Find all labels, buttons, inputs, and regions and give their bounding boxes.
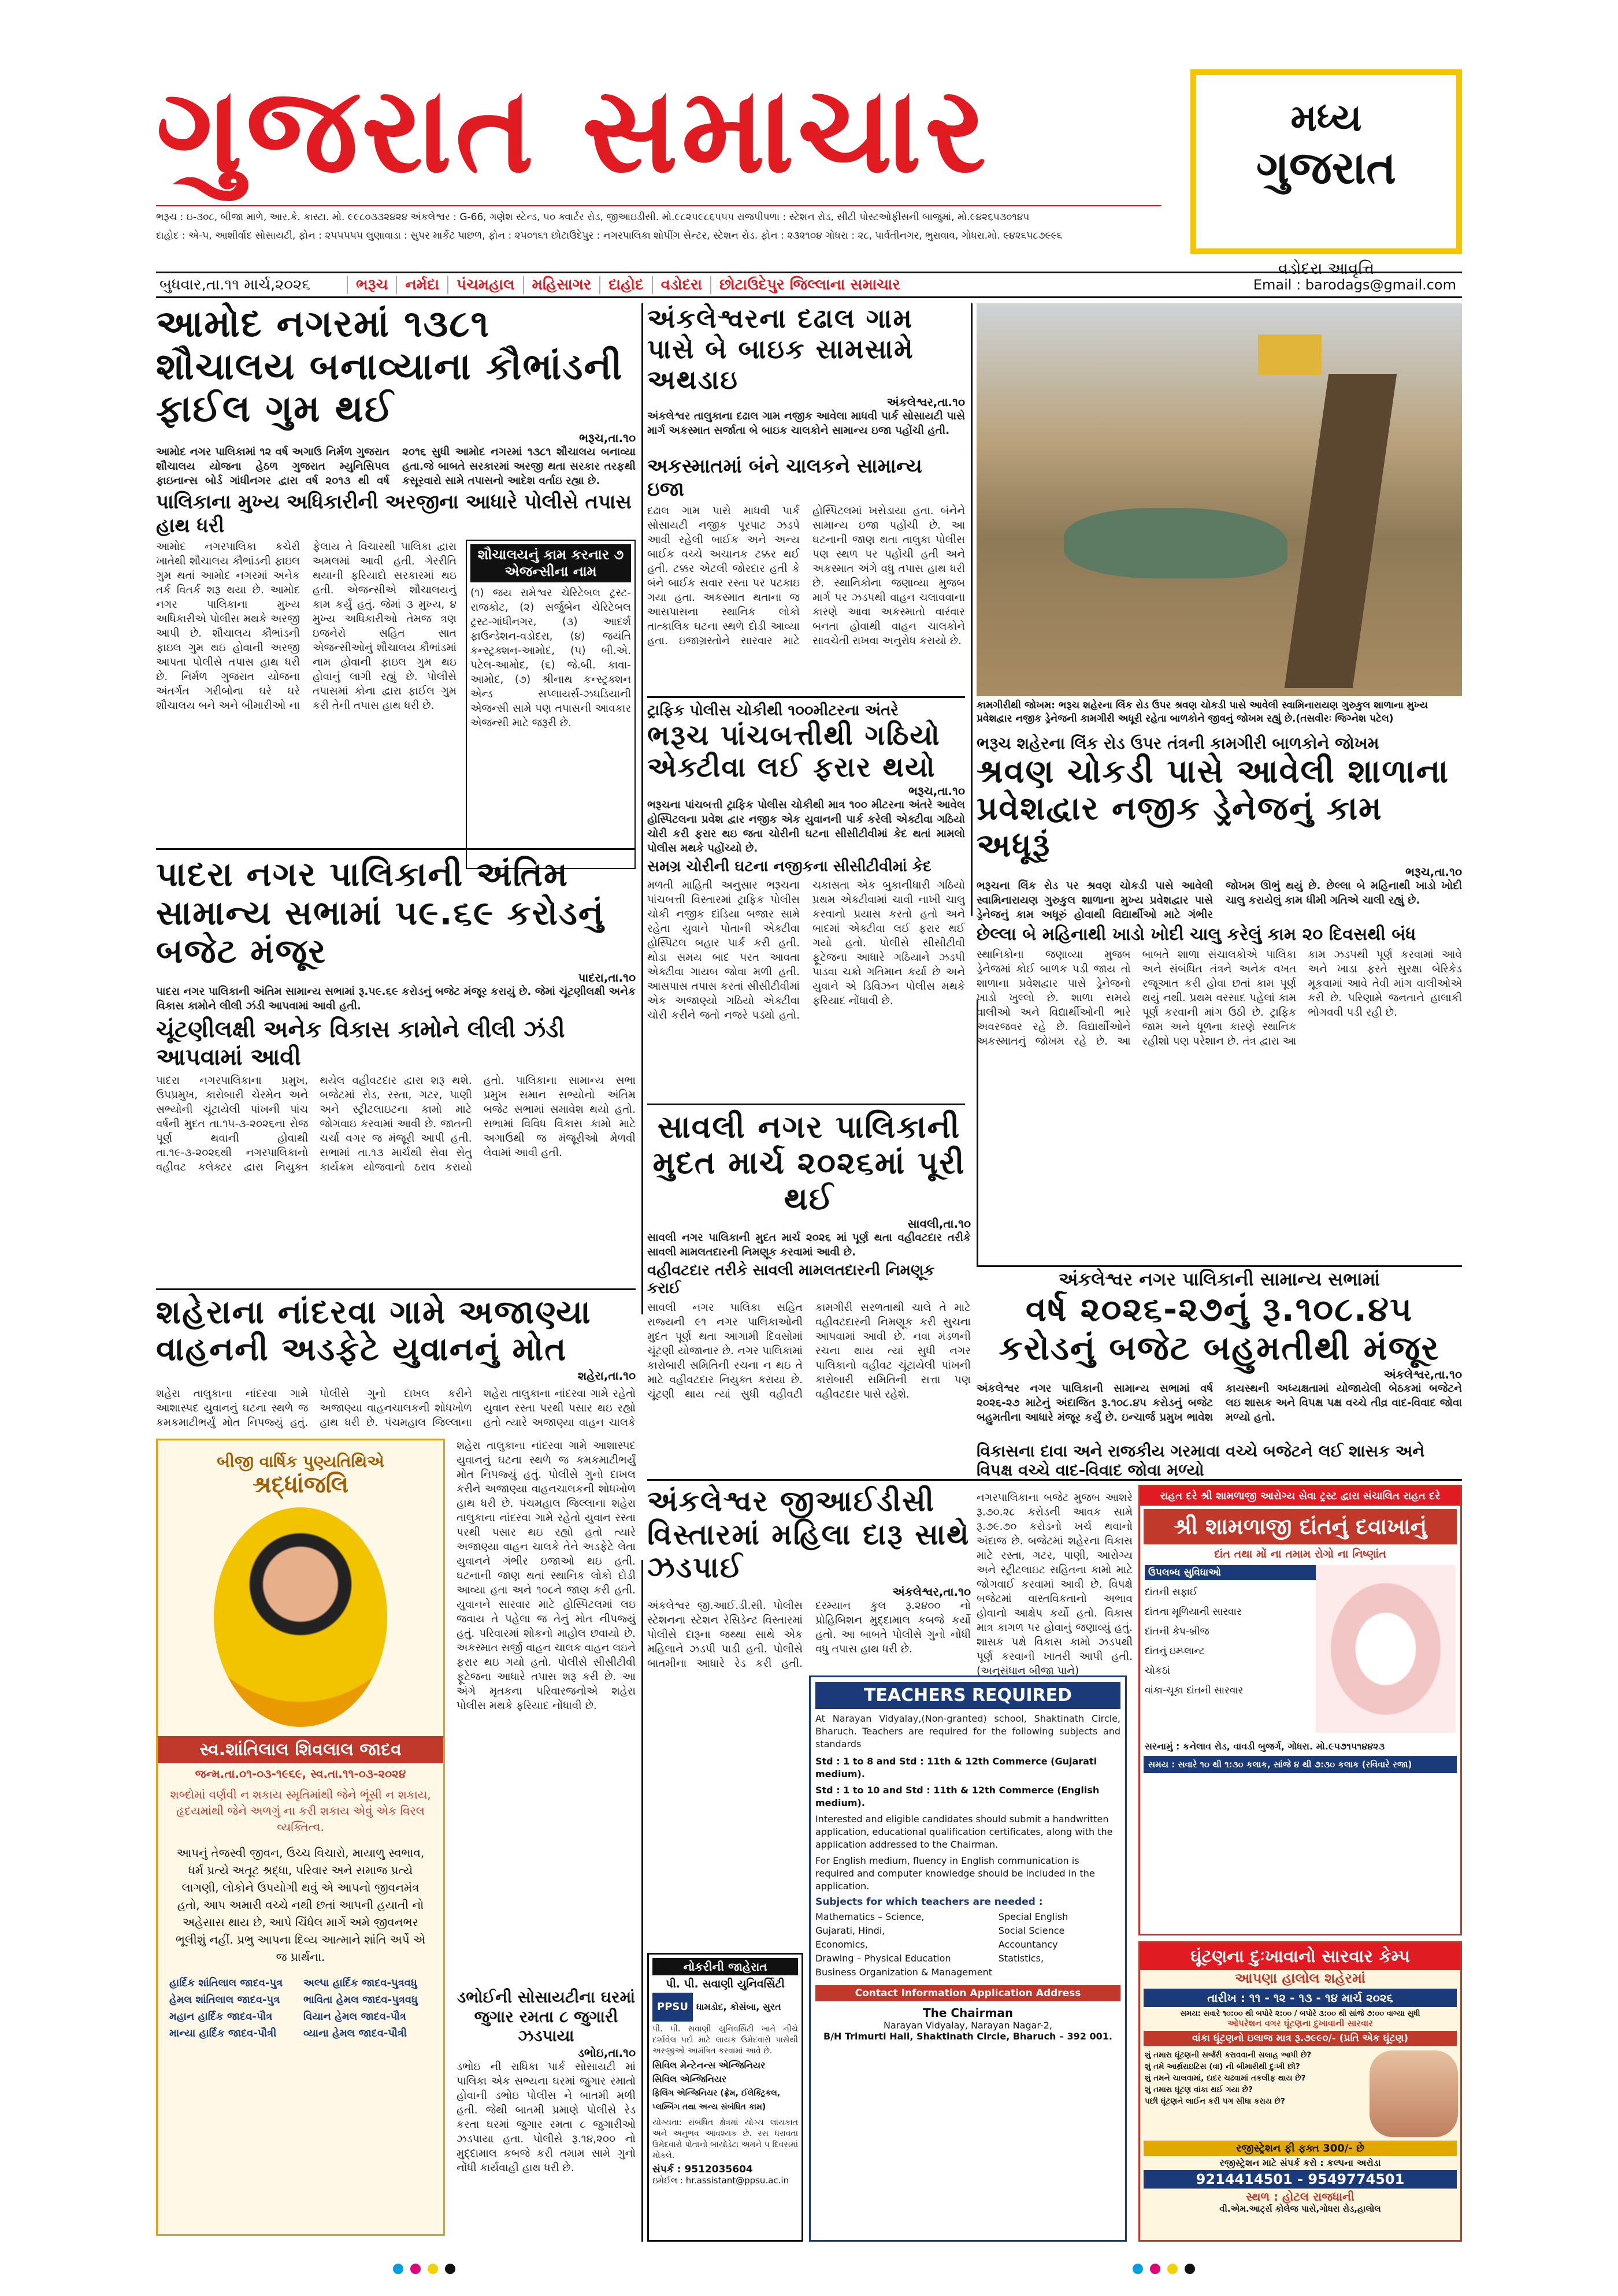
divider	[156, 1288, 636, 1290]
headline: શહેરાના નાંદરવા ગામે અજાણ્યા વાહનની અડફેટે યુવાનનું મોત	[156, 1294, 592, 1369]
subject: Mathematics – Science,	[815, 1911, 925, 1922]
story-body-top: શહેરા તાલુકાના નાંદરવા ગામે આશાસ્પદ યુવાનનું ઘટના સ્થળે જ કમકમાટીભર્યું મોત નિપજ્યું હતું. પોલીસે ગુનો દાખલ કરીને અજાણ્યા વાહનચાલકની શોધખોળ હાથ ધરી છે. પંચમહાલ જિલ્લાના શહેરા તાલુકાના નાંદરવા ગામે રહેતો યુવાન રસ્તા પરથી પસાર થઇ રહ્યો હતો ત્યારે અજાણ્યા વાહન ચાલકે	[156, 1388, 636, 1429]
job-contact[interactable]: સંપર્ક : 9512035604	[652, 2164, 753, 2175]
issue-date: બુધવાર,તા.૧૧ માર્ચ,૨૦૨૬	[159, 276, 310, 293]
job-post: સિવિલ એન્જિનિયર	[652, 2074, 727, 2085]
story-body: અંકલેશ્વર જી.આઈ.ડી.સી. પોલીસ સ્ટેશનના સ્ટેશન રેસિડેન્ટ વિસ્તારમાં પોલીસે દારૂના જથ્થા સાથે એક મહિલાને ઝડપી પાડી હતી. પોલીસે બાતમીના આધારે રેડ કરી હતી. દરમ્યાન કુલ રૂ.૨૪૦૦ નો પ્રોહિબિશન મુદ્દામાલ કબજે કર્યો હતો. આ બાબતે પોલીસે ગુનો નોંધી વધુ તપાસ હાથ ધરી છે.	[647, 1599, 971, 1670]
knee-question: શું તમારા ઘૂંટણની સર્જરી કરાવવાની સલાહ આપી છે?	[1145, 2050, 1312, 2060]
dateline: અંકલેશ્વર,તા.૧૦	[886, 395, 965, 409]
knee-questions	[1140, 2048, 1367, 2139]
section-narmada[interactable]: નર્મદા	[396, 276, 447, 294]
knee-question: શું તમે આર્થ્રરાઇટિસ (વા) ની બીમારીથી દુઃખી છો?	[1145, 2062, 1300, 2071]
story-ankleshwar-budget	[977, 1268, 1462, 1483]
section-list	[347, 276, 1253, 294]
story-ankleshwar-bike	[647, 303, 965, 746]
agency-box-body: (૧) જય રામેશ્વર ચેરિટેબલ ટ્રસ્ટ-રાજકોટ, (૨) સર્જુબેન ચેરિટેબલ ટ્રસ્ટ-ગાંધીનગર, (૩) આદર્શ ફાઉન્ડેશન-વડોદરા, (૪) જયંતિ કન્સ્ટ્રક્શન-આમોદ, (૫) બી.એ. પટેલ-આમોદ, (૬) જે.બી. કાવા-આમોદ, (૭) શ્રીનાથ કન્સ્ટ્રક્શન એન્ડ સપ્લાયર્સ-ઝઘડિયાની એજન્સી સામે પણ તપાસની આવકાર એજન્સી માટે જરૂરી છે.	[470, 586, 631, 729]
intro: અંકલેશ્વર તાલુકાના દઢાલ ગામ નજીક આવેલા માધવી પાર્ક સોસાયટી પાસે માર્ગ અકસ્માત સર્જાતા બે બાઇક ચાલકોને સામાન્ય ઇજા પહોંચી હતી.	[647, 410, 965, 437]
story-body: પાદરા નગરપાલિકાના પ્રમુખ, ઉપપ્રમુખ, કારોબારી ચેરમેન અને સભ્યોની ચૂંટાયેલી પાંખની પાંચ વર્ષની મુદત તા.૧૫-૩-૨૦૨૬ના રોજ પૂર્ણ થવાની હોવાથી તા.૧૯-૩-૨૦૨૬થી નગરપાલિકાનો વહીવટ કલેક્ટર દ્વારા નિયુક્ત થયેલ વહીવટદાર દ્વારા શરૂ થશે. બજેટમાં રોડ, રસ્તા, ગટર, પાણી અને સ્ટ્રીટલાઇટના કામો માટે જોગવાઇ કરવામાં આવી છે. જાતની ચર્ચા વગર જ મંજૂરી આપી હતી. સભામાં તા.૧૩ માર્ચથી સેવા સેતુ કાર્યક્રમ યોજવાનો ઠરાવ કરાયો હતો. પાલિકાના સામાન્ય સભા પ્રમુખ સમાન સભ્યોનો અંતિમ બજેટ સભામાં સમાવેશ થયો હતો. સભામાં વિવિધ વિકાસ કામો માટે અગાઉથી જ મંજૂરીઓ મેળવી લેવામાં આવી હતી.	[156, 1075, 636, 1174]
knee-line2: ઓપરેશન વગર ઘૂંટણના દુખાવાની સારવાર	[1227, 2018, 1373, 2028]
headline: અંકલેશ્વરના દઢાલ ગામ પાસે બે બાઇક સામસામે અથડાઇ	[647, 303, 914, 395]
obit-top: બીજી વાર્ષિક પુણ્યતિથિએ	[217, 1452, 384, 1471]
edition-label: વડોદરા આવૃત્તિ	[1278, 259, 1375, 278]
subhead: વિકાસના દાવા અને રાજકીય ગરમાવા વચ્ચે બજેટને લઈ શાસક અને વિપક્ષ વચ્ચે વાદ-વિવાદ જોવા મળ્યો	[977, 1441, 1425, 1480]
registration-mark	[1150, 2264, 1160, 2274]
obit-quote: શબ્દોમાં વર્ણવી ન શકાય સ્મૃતિમાંથી જેને ભૂંસી ન શકાય, હૃદયમાંથી જેને અળગું ના કરી શકાય એવું એક વિરલ વ્યક્તિત્વ.	[170, 1788, 431, 1834]
dental-ad	[1138, 1485, 1462, 1935]
job-note: યોગ્યતા: સંબંધિત ક્ષેત્રમાં યોગ્ય લાયકાત અને અનુભવ આવશ્યક છે. રસ ધરાવતા ઉમેદવારો પોતાનો બાયોડેટા અમને ૫ દિવસમાં મોકલે.	[652, 2118, 798, 2160]
drainage-work-photo	[977, 303, 1462, 696]
registration-mark	[428, 2264, 438, 2274]
address-line-2: B/H Trimurti Hall, Shaktinath Circle, Bharuch – 392 001.	[823, 2031, 1112, 2042]
subject: Business Organization & Management	[815, 1967, 992, 1978]
story-amod-toilet	[156, 303, 636, 869]
family-member: હાર્દિક શાંતિલાલ જાદવ-પુત્ર	[169, 1977, 283, 1989]
subhead: ચૂંટણીલક્ષી અનેક વિકાસ કામોને લીલી ઝંડી આપવામાં આવી	[156, 1016, 565, 1071]
office-addresses: ભરૂચ : ઇ-૩૦૮, બીજા માળે, આર.કે. કાસ્ટા. મો. ૯૯૮૦૩૩૨૪૨૪ અંકલેશ્વર : G-66, ગણેશ સ્ટેન્ડ, ૫૦ ક્વાર્ટર રોડ, જીઆઇડીસી. મો.૯૮૨૫૯૮૬૫૫૫ રાજપીપળા : સ્ટેશન રોડ, સીટી પોસ્ટઓફીસની બાજુમાં, મો.૯૪૨૬૫૩૦૧૪૫	[156, 205, 1161, 225]
intro: સાવલી નગર પાલિકાની મુદત માર્ચ ૨૦૨૬ માં પૂર્ણ થતા વહીવટદાર તરીકે સાવલી મામલતદારની નિમણૂક કરવામાં આવી છે.	[647, 1232, 971, 1259]
knee-question: પછી ઘૂંટણને લાઈન કરી પગ સીધા કરાય છે?	[1145, 2097, 1285, 2106]
story-savli-term	[647, 1109, 971, 1474]
chairman: The Chairman	[922, 2006, 1014, 2020]
knee-venue: સ્થળ : હોટલ રાજધાની	[1246, 2190, 1354, 2204]
column-rule	[641, 303, 643, 1314]
column-rule	[971, 303, 973, 916]
subhead: અકસ્માતમાં બંને ચાલકને સામાન્ય ઇજા	[647, 454, 922, 501]
story-body: ડભોઇ ની રાધિકા પાર્ક સોસાયટી માં પાલિકા એક સભ્યના ઘરમાં જુગાર રમાતો હોવાની ડભોઇ પોલીસ ને બાતમી મળી હતી. જેથી બાતમી પ્રમાણે પોલીસે રેડ કરતા ઘરમાં જુગાર રમતા ૮ જુગારીઓ ઝડપાયા હતા. પોલીસે રૂ.૧૪,૨૦૦ નો મુદ્દામાલ કબજે કરી તમામ સામે ગુનો નોંધી કાર્યવાહી હાથ ધરી છે.	[457, 2060, 636, 2174]
intro: અંકલેશ્વર નગર પાલિકાની સામાન્ય સભામાં વર્ષ ૨૦૨૬-૨૭ માટેનું અંદાજિત રૂ.૧૦૮.૪૫ કરોડનું બજેટ બહુમતીના આધારે મંજૂર કર્યું છે. ઇન્ચાર્જ પ્રમુખ ભાવેશ કાયસ્થની અધ્યક્ષતામાં યોજાયેલી બેઠકમાં બજેટને લઇ શાસક અને વિપક્ષ પક્ષ વચ્ચે તીવ્ર વાદ-વિવાદ જોવા મળ્યો હતો.	[977, 1382, 1462, 1424]
contact-bar: Contact Information Application Address	[815, 1985, 1120, 2001]
service-item: દાંતના મૂળિયાની સારવાર	[1145, 1606, 1242, 1618]
story-gidc-liquor	[647, 1485, 971, 1697]
obit-title: શ્રદ્ધાંજલિ	[253, 1472, 348, 1498]
registration-mark	[410, 2264, 421, 2274]
subjects-right	[999, 1910, 1120, 1979]
knee-price: વાંકા ઘૂંટણનો ઇલાજ માત્ર રૂ.૭૯૯૦/- (પ્રતિ એક ઘૂંટણ)	[1144, 2031, 1457, 2046]
section-mahisagar[interactable]: મહિસાગર	[523, 276, 600, 294]
teachers-items	[815, 1755, 1120, 1893]
kicker: ટ્રાફિક પોલીસ ચોકીથી ૧૦૦મીટરના અંતરે	[647, 702, 899, 719]
knee-title: ઘૂંટણના દુઃખાવાનો સારવાર કેમ્પ	[1140, 1943, 1460, 1970]
office-addresses-2: દાહોદ : એ-૫, આશીર્વાદ સોસાયટી, ફોન : ૨૫૫૫૫૫ લુણાવાડા : સુપર માર્કેટ પાછળ, ફોન : ૨૫૦૧૬૧ છોટાઉદેપુર : નગરપાલિકા શોપીંગ સેન્ટર, સ્ટેશન રોડ. ફોન : ૨૩૨૧૦૪ ગોધરા : ૨૮, પાર્વતીનગર, ભુરાવાવ, ગોધરા.મો. ૯૪૨૬૫૮૭૯૯૬	[156, 230, 1063, 242]
university-name: પી. પી. સવાણી યુનિવર્સિટી	[666, 1978, 785, 1990]
teachers-item: For English medium, fluency in English communication is required and computer knowledge should be included in the application.	[815, 1855, 1095, 1892]
story-shehra-accident	[156, 1294, 636, 1383]
obit-verse: આપનું તેજસ્વી જીવન, ઉચ્ચ વિચારો, માયાળુ સ્વભાવ, ધર્મ પ્રત્યે અતૂટ શ્રદ્ધા, પરિવાર અને સમાજ પ્રત્યે લાગણી, લોકોને ઉપયોગી થવું એ આપનો જીવનમંત્ર હતો, આપ અમારી વચ્ચે નથી છતાં આપની હયાતી નો અહેસાસ થાય છે, આપે ચિંધેલ માર્ગે અમે જીવનભર ભૂલીશું નહીં. પ્રભુ આપના દિવ્ય આત્માને શાંતિ અર્પે એ જ પ્રાર્થના.	[175, 1846, 426, 1964]
teachers-item: Std : 1 to 8 and Std : 11th & 12th Commerce (Gujarati medium).	[815, 1756, 1097, 1779]
edition-box	[1190, 69, 1462, 254]
divider	[977, 1265, 1462, 1267]
headline: અંકલેશ્વર જીઆઈડીસી વિસ્તારમાં મહિલા દારૂ સાથે ઝડપાઈ	[647, 1484, 970, 1584]
story-body: દઢાલ ગામ પાસે માધવી પાર્ક સોસાયટી નજીક પૂરપાટ ઝડપે આવી રહેલી બાઈક અને અન્ય બાઈક વચ્ચે અચાનક ટક્કર થઈ હતી. ટક્કર એટલી જોરદાર હતી કે બંને બાઈક સવાર રસ્તા પર પટકાઇ ગયા હતા. અકસ્માત થતાના જ આસપાસના સ્થાનિક લોકો તાત્કાલિક ઘટના સ્થળે દોડી આવ્યા હતા. ઇજાગ્રસ્તોને સારવાર માટે હોસ્પિટલમાં ખસેડાયા હતા. બંનેને સામાન્ય ઇજા પહોંચી છે. આ ઘટનાની જાણ થતા તાલુકા પોલીસ પણ સ્થળ પર પહોંચી હતી અને અકસ્માત અંગે વધુ તપાસ હાથ ધરી છે. સ્થાનિકોના જણાવ્યા મુજબ માર્ગ પર ઝડપથી વાહન ચલાવવાના કારણે આવા અકસ્માતો વારંવાર બનતા હોવાથી વાહન ચાલકોને સાવચેતી રાખવા અનુરોધ કરાયો છે.	[647, 505, 965, 648]
story-body-continued: શહેરા તાલુકાના નાંદરવા ગામે આશાસ્પદ યુવાનનું ઘટના સ્થળે જ કમકમાટીભર્યું મોત નિપજ્યું હતું. પોલીસે ગુનો દાખલ કરીને અજાણ્યા વાહનચાલકની શોધખોળ હાથ ધરી છે. પંચમહાલ જિલ્લાના શહેરા તાલુકાના નાંદરવા ગામે રહેતો યુવાન રસ્તા પરથી પસાર થઇ રહ્યો હતો ત્યારે અજાણ્યા વાહન ચાલકે તેને અડફેટે લેતા યુવાનને ગંભીર ઇજાઓ થઇ હતી. ઘટનાની જાણ થતાં સ્થાનિક લોકો દોડી આવ્યા હતા અને ૧૦૮ને જાણ કરી હતી. યુવાનને સારવાર માટે હોસ્પિટલમાં લઇ જવાય તે પહેલા જ તેનું મોત નીપજ્યું હતું. પરિવારમાં શોકનો માહોલ છવાયો છે. અકસ્માત સર્જી વાહન ચાલક વાહન લઇને ફરાર થઇ ગયો હતો. પોલીસે સીસીટીવી ફૂટેજના આધારે તપાસ શરૂ કરી છે. આ અંગે મૃતકના પરિવારજનોએ શહેરા પોલીસ મથકે ફરિયાદ નોંધાવી છે.	[457, 1440, 636, 1712]
subject: Special English	[998, 1911, 1068, 1922]
headline: ભરૂચ પાંચબત્તીથી ગઠિયો એક્ટીવા લઈ ફરાર થયો	[647, 719, 941, 784]
service-item: વાંકા-ચૂકા દાંતની સારવાર	[1145, 1685, 1244, 1696]
dateline: સાવલી,તા.૧૦	[907, 1217, 971, 1231]
section-panchmahal[interactable]: પંચમહાલ	[447, 276, 523, 294]
headline: પાદરા નગર પાલિકાની અંતિમ સામાન્ય સભામાં ૫૯.૬૯ કરોડનું બજેટ મંજૂર	[156, 855, 605, 971]
job-post: ફિલિંગ એન્જિનિયર (ફ્રેમ, ઈલેક્ટ્રિકલ, પ્લમ્બિંગ તથા અન્ય સંબંધિત કામ)	[652, 2089, 781, 2112]
dateline: અંકલેશ્વર,તા.૧૦	[1383, 1367, 1462, 1381]
teachers-item: Std : 1 to 10 and Std : 11th & 12th Commerce (English medium).	[815, 1785, 1100, 1808]
knee-contact-label: રજીસ્ટ્રેશન માટે સંપર્ક કરો : કલ્પના અરોડા	[1219, 2157, 1381, 2168]
job-ad	[647, 1953, 803, 2242]
story-padra-budget	[156, 855, 636, 1333]
headline: શ્રવણ ચોકડી પાસે આવેલી શાળાના પ્રવેશદ્વાર નજીક ડ્રેનેજનું કામ અધૂરૂં	[977, 752, 1450, 865]
dateline: ડભોઇ,તા.૧૦	[577, 2045, 636, 2060]
story-body: આમોદ નગરપાલિકા કચેરી ખાતેથી શૌચાલય કૌભાંડની ફાઇલ ગુમ થતાં આમોદ નગરમાં અનેક તર્ક વિતર્ક શરૂ થયા છે. આમોદ નગર પાલિકાના મુખ્ય અધિકારીએ પોલીસ મથકે અરજી આપી છે. શૌચાલય કૌભાંડની ફાઇલ ગુમ થઇ હોવાની અરજી આપતા પોલીસે તપાસ હાથ ધરી છે. નિર્મળ ગુજરાત યોજના અંતર્ગત ગરીબોના ઘરે ઘરે શૌચાલય બને અને બીમારીઓ ના ફેલાય તે વિચારથી પાલિકા દ્વારા અમલમાં આવી હતી. ગેરરીતિ થયાની ફરિયાદો સરકારમાં થઇ હતી. એજન્સીએ શૌચાલયનું કામ કર્યું હતું. જેમાં ૩ મુખ્ય, ૪ મુખ્ય અધિકારીઓ તેમજ ત્રણ ઇજનેરો સહિત સાત એજન્સીઓનું શૌચાલય કૌભાંડમાં નામ હોવાની ફાઇલ ગુમ થઇ હોવાનું લાગી રહ્યું છે. પોલીસે તપાસમાં કોના દ્વારા ફાઈલ ગુમ કરી તેની તપાસ હાથ ધરી છે.	[156, 541, 457, 712]
subhead: છેલ્લા બે મહિનાથી ખાડો ખોદી ચાલુ કરેલું કામ ૨૦ દિવસથી બંધ	[977, 924, 1416, 945]
portrait-photo	[214, 1507, 387, 1727]
story-body: મળતી માહિતી અનુસાર ભરૂચના પાંચબત્તી વિસ્તારમાં ટ્રાફિક પોલીસ ચોકી નજીક દાંડિયા બજાર સામે રહેતા યુવાને પોતાની એક્ટીવા હોસ્પિટલ બહાર પાર્ક કરી હતી. થોડા સમય બાદ પરત આવતા એક્ટીવા ગાયબ જોવા મળી હતી. આસપાસ તપાસ કરતાં સીસીટીવીમાં એક અજાણ્યો ગઠિયો એક્ટીવા ચોરી કરીને જતો નજરે પડ્યો હતો. ચકાસતા એક બુકાનીધારી ગઠિયો પ્રથમ એક્ટીવામાં ચાવી નાખી ચાલુ કરવાનો પ્રયાસ કરતો હતો અને બાદમાં એક્ટીવા લઈ ફરાર થઈ ગયો હતો. પોલીસે સીસીટીવી ફૂટેજના આધારે ગઠિયાને ઝડપી પાડવા ચક્રો ગતિમાન કર્યા છે અને યુવાને એ ડિવિઝન પોલીસ મથકે ફરિયાદ નોંધાવી છે.	[647, 879, 965, 1021]
knee-reg: રજીસ્ટ્રેશન ફી ફક્ત 300/- છે	[1144, 2141, 1457, 2156]
intro: પાદરા નગર પાલિકાની અંતિમ સામાન્ય સભામાં રૂ.૫૯.૬૯ કરોડનું બજેટ મંજૂર કરાયું છે. જેમાં ચૂંટણીલક્ષી અનેક વિકાસ કામોને લીલી ઝંડી આપવામાં આવી હતી.	[156, 986, 636, 1013]
registration-mark	[1185, 2264, 1195, 2274]
edition-line-2: ગુજરાત	[1256, 142, 1396, 194]
dateline: અંકલેશ્વર,તા.૧૦	[892, 1584, 971, 1599]
teachers-ad	[809, 1675, 1127, 2242]
registration-mark	[393, 2264, 403, 2274]
job-ad-head: નોકરીની જાહેરાત	[652, 1958, 798, 1975]
address-line-1: Narayan Vidyalay, Narayan Nagar-2,	[884, 2020, 1052, 2031]
subjects-left	[815, 1910, 999, 1979]
obituary-ad	[156, 1439, 445, 2236]
subject: Accountancy	[998, 1939, 1058, 1950]
family-member: મહાન હાર્દિક જાદવ-પૌત્ર	[169, 2011, 273, 2023]
subject: Gujarati, Hindi,	[815, 1925, 885, 1936]
section-dahod[interactable]: દાહોદ	[599, 276, 651, 294]
knee-time: સમય: સવારે ૧૦:૦૦ થી બપોરે ૨:૦૦ / બપોરે ૩:૦૦ થી સાંજે ૭:૦૦ વાગ્યા સુધી	[1180, 2009, 1420, 2018]
headline: સાવલી નગર પાલિકાની મુદત માર્ચ ૨૦૨૬માં પૂરી થઈ	[652, 1109, 966, 1217]
dateline: પાદરા,તા.૧૦	[578, 971, 636, 985]
teeth-illustration	[1316, 1565, 1456, 1733]
teachers-intro: At Narayan Vidyalay,(Non-granted) school, Shaktinath Circle, Bharuch. Teachers are required for the following subjects and standards	[815, 1713, 1120, 1749]
story-bharuch-theft	[647, 702, 965, 1069]
section-nav	[156, 272, 1462, 298]
knee-dates: તારીખ : ૧૧ - ૧૨ - ૧૩ - ૧૪ માર્ચ ૨૦૨૬	[1144, 1989, 1457, 2007]
knee-venue-addr: વી.એમ.આર્ટ્સ કોલેજ પાસે,ગોધરા રોડ,હાલોલ	[1219, 2204, 1381, 2214]
deceased-name: સ્વ.શાંતિલાલ શિવલાલ જાદવ	[158, 1736, 443, 1763]
family-member: વ્યાના હેમલ જાદવ-પૌત્રી	[303, 2027, 407, 2039]
photo-caption: કામગીરીથી જોખમ: ભરૂચ શહેરના લિંક રોડ ઉપર શ્રવણ ચોકડી પાસે આવેલી સ્વામિનારાયણ ગુરુકુલ શાળાના મુખ્ય પ્રવેશદ્વાર નજીક ડ્રેનેજની કામગીરી અધૂરી રહેતા બાળકોને જીવનું જોખમ રહ્યું છે.(તસવીરઃ જિગ્નેશ પટેલ)	[977, 700, 1428, 725]
subject: Statistics,	[998, 1953, 1044, 1964]
section-bharuch[interactable]: ભરૂચ	[347, 276, 396, 294]
kicker: અંકલેશ્વર નગર પાલિકાની સામાન્ય સભામાં	[1058, 1268, 1381, 1290]
headline: વર્ષ ૨૦૨૬-૨૭નું રૂ.૧૦૮.૪૫ કરોડનું બજેટ બહુમતીથી મંજૂર	[999, 1290, 1440, 1368]
registration-mark	[1167, 2264, 1178, 2274]
family-member: વિયાન હેમલ જાદવ-પૌત્ર	[303, 2011, 406, 2023]
story-school-drainage	[977, 734, 1462, 1092]
headline: ડભોઈની સોસાયટીના ઘરમાં જુગાર રમતા ૮ જુગારી ઝડપાયા	[457, 1987, 636, 2046]
subject: Social Science	[998, 1925, 1065, 1936]
service-item: દાંતની કેપ-બ્રીજ	[1145, 1626, 1209, 1637]
family-list	[158, 1969, 443, 2048]
knee-camp-ad	[1138, 1941, 1462, 2242]
teachers-title: TEACHERS REQUIRED	[815, 1682, 1120, 1709]
subject: Drawing – Physical Education	[815, 1953, 951, 1964]
intro: ભરૂચના પાંચબત્તી ટ્રાફિક પોલીસ ચોકીથી માત્ર ૧૦૦ મીટરના અંતરે આવેલ હોસ્પિટલના પ્રવેશ દ્વાર નજીક એક યુવાનની પાર્ક કરેલી એક્ટીવા ગઠિયો ચોરી કરી ફરાર થઇ જતા ચોરીની ઘટના સીસીટીવીમાં કેદ થતાં મામલો પોલીસ મથકે પહોંચ્યો છે.	[647, 798, 965, 855]
knee-phones[interactable]: 9214414501 - 9549774501	[1144, 2170, 1457, 2189]
service-item: દાંતની સફાઈ	[1145, 1587, 1198, 1598]
teachers-item: Interested and eligible candidates should submit a handwritten application, educational qualification certificates, along with the application addressed to the Chairman.	[815, 1814, 1113, 1850]
dental-bar: રાહત દરે શ્રી શામળાજી આરોગ્ય સેવા ટ્રસ્ટ દ્વારા સંચાલિત રાહત દરે	[1140, 1487, 1460, 1506]
section-vadodara[interactable]: વડોદરા	[652, 276, 710, 294]
knee-sub: આપણા હાલોલ શહેરમાં	[1235, 1970, 1365, 1986]
service-item: ચોકઠાં	[1145, 1665, 1170, 1677]
family-member: અલ્પા હાર્દિક જાદવ-પુત્રવધુ	[303, 1977, 417, 1989]
subjects-title: Subjects for which teachers are needed :	[815, 1896, 1043, 1908]
newspaper-title: ગુજરાત સમાચાર	[156, 61, 990, 199]
knee-illustration	[1370, 2050, 1458, 2137]
masthead	[156, 61, 1161, 251]
knee-question: શું તમને ચાલવામાં, દાદર ચઢવામાં તકલીફ થાય છે?	[1145, 2074, 1306, 2083]
job-post: સિવિલ મેન્ટેનન્સ એન્જિનિયર	[652, 2060, 766, 2071]
dental-title: શ્રી શામળાજી દાંતનું દવાખાનું	[1144, 1509, 1457, 1544]
subject: Economics,	[815, 1939, 868, 1950]
section-chhotaudepur[interactable]: છોટાઉદેપુર જિલ્લાના સમાચાર	[710, 276, 908, 294]
divider	[647, 696, 965, 698]
dateline: શહેરા,તા.૧૦	[577, 1368, 636, 1383]
divider	[156, 848, 636, 850]
dateline: ભરૂચ,તા.૧૦	[1405, 864, 1462, 879]
subhead: સમગ્ર ચોરીની ઘટના નજીકના સીસીટીવીમાં કેદ	[647, 857, 932, 875]
agency-box	[466, 540, 636, 869]
university-place: ધામડોદ, કોસંબા, સુરત	[696, 2001, 781, 2012]
job-intro: પી. પી. સવાણી યુનિવર્સિટી ખાતે નીચે દર્શાવેલ પદો માટે લાયક ઉમેદવારો પાસેથી અરજીઓ આમંત્રિત કરવામાં આવે છે.	[652, 2024, 798, 2056]
obit-dates: જન્મ.તા.૦૧-૦૩-૧૯૬૯, સ્વ.તા.૧૧-૦૩-૨૦૨૪	[195, 1767, 406, 1781]
job-posts	[652, 2059, 798, 2114]
dental-timing: સમય : સવારે ૧૦ થી ૧:૩૦ કલાક, સાંજે ૪ થી ૭:૩૦ કલાક (રવિવારે રજા)	[1144, 1756, 1457, 1773]
family-member: ભાવિતા હેમલ જાદવ-પુત્રવધુ	[303, 1994, 418, 2006]
university-logo: PPSU	[652, 1993, 693, 2022]
dateline: ભરૂચ,તા.૧૦	[908, 783, 965, 798]
services-list	[1145, 1582, 1316, 1700]
registration-mark	[445, 2264, 455, 2274]
headline: આમોદ નગરમાં ૧૩૮૧ શૌચાલય બનાવ્યાના કૌભાંડની ફાઈલ ગુમ થઈ	[156, 303, 624, 431]
contact-email[interactable]: Email : barodags@gmail.com	[1253, 277, 1456, 293]
dental-tagline: દાંત તથા મોં ના તમામ રોગો ના નિષ્ણાંત	[1214, 1548, 1386, 1561]
divider	[647, 1104, 965, 1105]
intro: આમોદ નગર પાલિકામાં ૧૨ વર્ષ અગાઉ નિર્મળ ગુજરાત શૌચાલય યોજના હેઠળ ગુજરાત મ્યુનિસિપલ ફાઇનાન્સ બોર્ડ ગાંધીનગર દ્વારા વર્ષ ૨૦૧૩ થી વર્ષ ૨૦૧૬ સુધી આમોદ નગરમાં ૧૩૮૧ શૌચાલય બનાવ્યા હતા.જે બાબતે સરકારમાં અરજી થતા સરકાર તરફથી કસૂરવારો સામે તપાસનો આદેશ વર્તાઇ રહ્યા છે.	[156, 445, 636, 487]
intro: ભરૂચના લિંક રોડ પર શ્રવણ ચોકડી પાસે આવેલી સ્વામિનારાયણ ગુરુકુલ શાળાના મુખ્ય પ્રવેશદ્વાર પાસે ડ્રેનેજનું કામ અધૂરું હોવાથી વિદ્યાર્થીઓ માટે ગંભીર જોખમ ઊભું થયું છે. છેલ્લા બે મહિનાથી ખાડો ખોદી ચાલુ કરાયેલું કામ ધીમી ગતિએ ચાલી રહ્યું છે.	[977, 879, 1462, 921]
family-member: હેમલ શાંતિલાલ જાદવ-પુત્ર	[169, 1994, 280, 2006]
story-dabhoi-gambling	[457, 1987, 636, 2233]
service-item: દાંતનું ઇમ્પ્લાન્ટ	[1145, 1645, 1205, 1657]
knee-question: શું તમારા ઘૂંટણ વાંકા થઈ ગયા છે?	[1145, 2085, 1253, 2094]
edition-line-1: મધ્ય	[1290, 97, 1362, 140]
subhead: વહીવટદાર તરીકે સાવલી મામલતદારની નિમણૂક કરાઈ	[647, 1262, 934, 1298]
job-email[interactable]: ઇમેઈલ : hr.assistant@ppsu.ac.in	[652, 2175, 789, 2186]
dental-address: સરનામું : કનેલાવ રોડ, વાવડી બુજર્ગ, ગોધરા. મો.૯૫૭૧૫૧૪૪૨૩	[1145, 1741, 1385, 1752]
subhead: પાલિકાના મુખ્ય અધિકારીની અરજીના આધારે પોલીસે તપાસ હાથ ધરી	[156, 490, 632, 537]
kicker: ભરૂચ શહેરના લિંક રોડ ઉપર તંત્રની કામગીરી બાળકોને જોખમ	[977, 734, 1379, 753]
story-body: સ્થાનિકોના જણાવ્યા મુજબ ડ્રેનેજમાં કોઈ બાળક પડી જાય તો શાળાના પ્રવેશદ્વાર પાસે ડ્રેનેજનો ખાડો ખુલ્લો છે. શાળા સમયે વાલીઓ અને વિદ્યાર્થીઓની ભારે અવરજવર રહે છે. વિદ્યાર્થીઓને અકસ્માતનું જોખમ રહે છે. આ બાબતે શાળા સંચાલકોએ પાલિકા અને સંબંધિત તંત્રને અનેક વખત રજૂઆત કરી હોવા છતાં કામ પૂર્ણ થયું નથી. પ્રથમ વરસાદ પહેલાં કામ પૂર્ણ કરવાની માંગ ઉઠી છે. ટ્રાફિક જામ અને ધૂળના કારણે સ્થાનિક રહીશો પણ પરેશાન છે. તંત્ર દ્વારા આ કામ ઝડપથી પૂર્ણ કરવામાં આવે અને ખાડા ફરતે સુરક્ષા બેરિકેડ મૂકવામાં આવે તેવી માંગ વાલીઓએ કરી છે. પરિણામે જનતાને હાલાકી ભોગવવી પડી રહી છે.	[977, 948, 1462, 1047]
registration-mark	[1133, 2264, 1143, 2274]
column-rule	[641, 1560, 643, 2242]
family-member: માન્યા હાર્દિક જાદવ-પૌત્રી	[169, 2027, 277, 2039]
story-body: નગરપાલિકાના બજેટ મુજબ આશરે રૂ.૭૦.૨૮ કરોડની આવક સામે રૂ.૭૯.૭૦ કરોડનો ખર્ચ થવાનો અંદાજ છે. બજેટમાં શહેરના વિકાસ માટે રસ્તા, ગટર, પાણી, આરોગ્ય અને સ્ટ્રીટલાઇટ સહિતના કામો માટે જોગવાઈ કરવામાં આવી છે. વિપક્ષે બજેટમાં વાસ્તવિકતાનો અભાવ હોવાનો આક્ષેપ કર્યો હતો. વિકાસ માત્ર કાગળ પર હોવાનું જણાવ્યું હતું. શાસક પક્ષે વિકાસ કામો ઝડપથી પૂર્ણ કરવાની ખાતરી આપી હતી. (અનુસંધાન બીજા પાને)	[977, 1492, 1133, 1677]
dateline: ભરૂચ,તા.૧૦	[579, 430, 636, 445]
story-body: સાવલી નગર પાલિકા સહિત રાજ્યની ૯૧ નગર પાલિકાઓની મુદત પૂર્ણ થતા આગામી દિવસોમાં ચૂંટણી યોજાનાર છે. નગર પાલિકામાં કારોબારી સમિતિની રચના ન થઇ તે માટે વહીવટદાર નિયુક્ત કરાયા છે. ચૂંટણી થાય ત્યાં સુધી વહીવટી કામગીરી સરળતાથી ચાલે તે માટે વહીવટદારની નિમણૂક કરી સુચના આપવામાં આવી છે. નવા મંડળની રચના થાય ત્યાં સુધી નગર પાલિકાનો વહીવટ ચૂંટાયેલી પાંખની કારોબારી સમિતિની સત્તા પણ વહીવટદાર પાસે રહેશે.	[647, 1301, 971, 1400]
services-title: ઉપલબ્ધ સુવિધાઓ	[1145, 1565, 1316, 1580]
agency-box-title: શૌચાલયનું કામ કરનાર ૭ એજન્સીના નામ	[470, 544, 631, 582]
